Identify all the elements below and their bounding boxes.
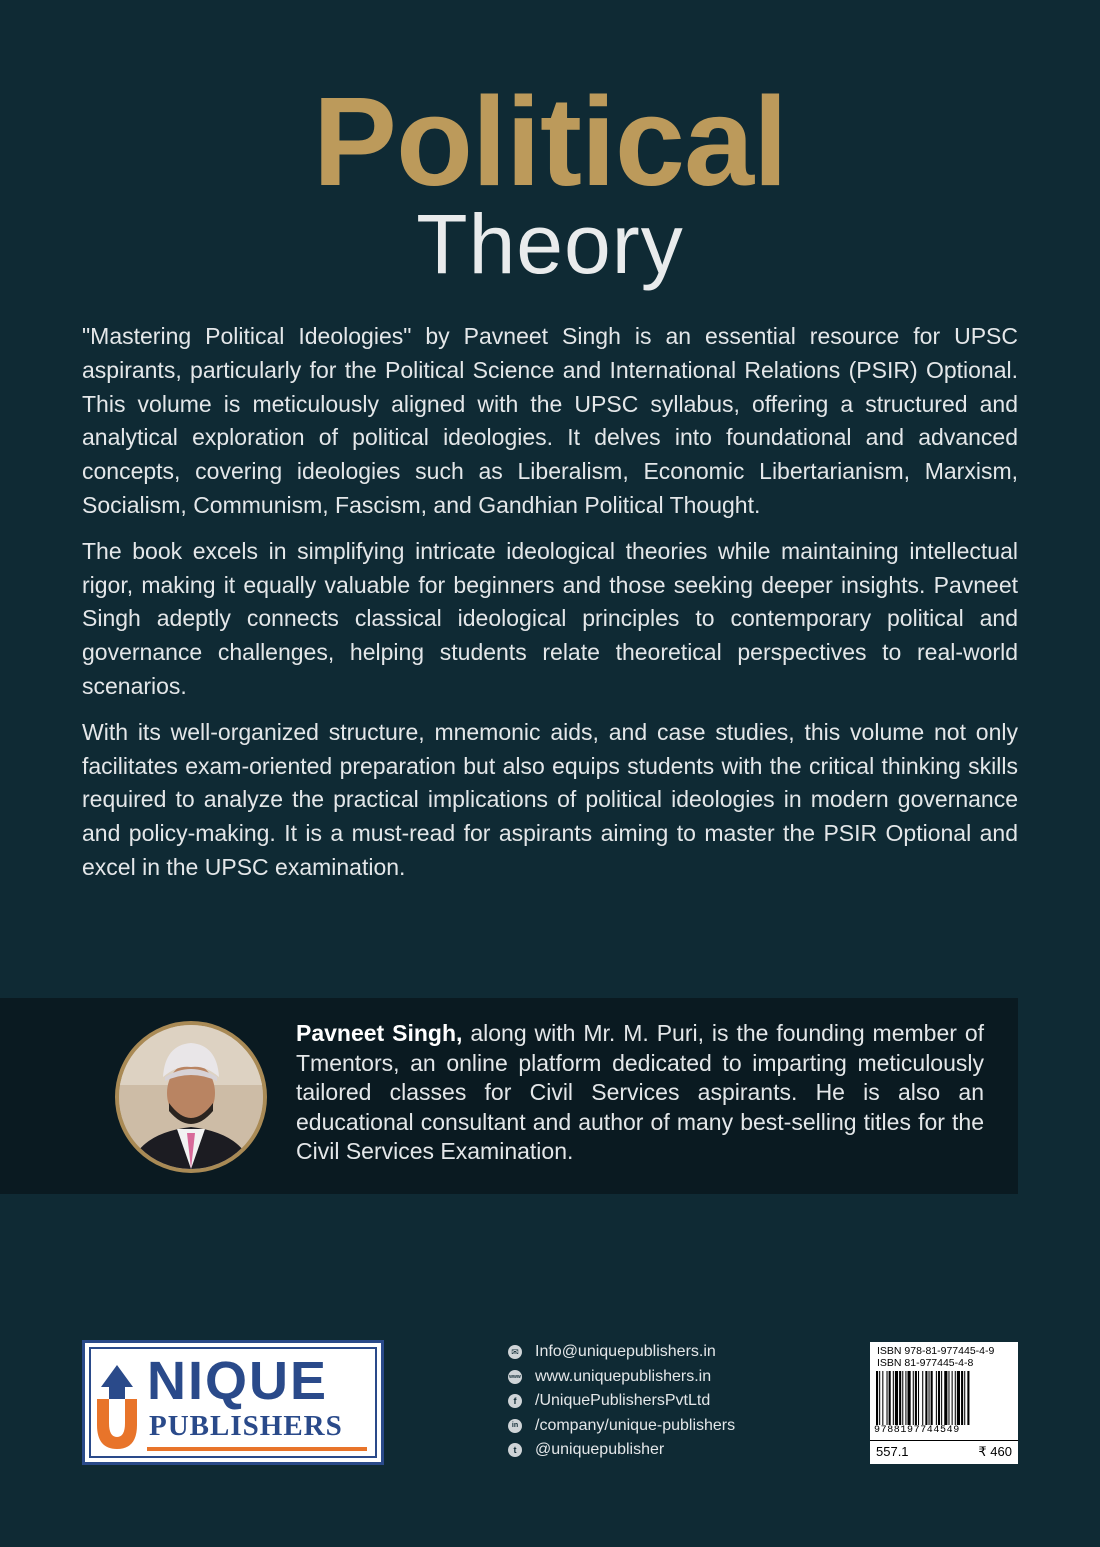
barcode-bar [887,1371,888,1425]
description-paragraph-3: With its well-organized structure, mnemonic aids, and case studies, this volume not only facilitates exam-oriented preparation but also equips students with the critical thinking skills required to analyze the practical implications of political ideologies in modern governance and policy-making. It is a must-read for aspirants aiming to master the PSIR Optional and excel in the UPSC examination. [82,718,1018,880]
contact-linkedin-text: /company/unique-publishers [535,1416,736,1434]
book-description [82,320,1018,897]
linkedin-icon: in [508,1419,522,1433]
contact-email-text: Info@uniquepublishers.in [535,1343,716,1361]
barcode-bar [902,1371,903,1425]
isbn-13: ISBN 978-81-977445-4-9 [877,1345,995,1357]
barcode-bar [938,1371,940,1425]
barcode-bar [913,1371,914,1425]
barcode-bar [876,1371,878,1425]
title-theory: Theory [416,197,684,291]
classification-number: 557.1 [876,1444,909,1459]
barcode-bar [882,1371,883,1425]
barcode-bar [964,1371,965,1425]
email-icon: ✉ [508,1345,522,1359]
barcode-bar [936,1371,937,1425]
barcode-bar [905,1371,906,1425]
barcode-bar [922,1371,923,1425]
contact-website[interactable] [508,1365,828,1390]
barcode-bar [952,1371,953,1425]
isbn-barcode [870,1342,1018,1464]
barcode-bars-icon [874,1371,1014,1425]
contact-linkedin[interactable] [508,1414,828,1439]
author-bio [296,1019,984,1167]
logo-word-unique: NIQUE [147,1351,329,1411]
barcode-bar [957,1371,960,1425]
contact-website-text: www.uniquepublishers.in [535,1367,712,1385]
author-bio-text: along with Mr. M. Puri, is the founding member of Tmentors, an online platform dedicated to imparting meticulously tailored classes for Civil Services aspirants. He is also an educational consultant and author of many best-selling titles for the Civil Services Examination. [296,1020,985,1164]
barcode-bar [915,1371,917,1425]
barcode-bar [941,1371,942,1425]
contact-list [508,1340,828,1463]
contact-facebook[interactable] [508,1389,828,1414]
publisher-logo [82,1340,384,1465]
barcode-bar [899,1371,901,1425]
title-political: Political [312,71,788,212]
description-paragraph-2: The book excels in simplifying intricate ideological theories while maintaining intellectual rigor, making it equally valuable for beginners and those seeking deeper insights. Pavneet Singh adeptly connects classical ideological principles to contemporary political and governance challenges, helping students relate theoretical perspectives to real-world scenarios. [82,537,1018,699]
price-row [870,1440,1018,1463]
barcode-digits: 9788197744549 [874,1425,960,1436]
contact-facebook-text: /UniquePublishersPvtLtd [535,1392,711,1410]
facebook-icon: f [508,1394,522,1408]
twitter-icon: t [508,1443,522,1457]
barcode-bar [918,1371,919,1425]
barcode-bar [893,1371,894,1425]
price: ₹ 460 [978,1444,1012,1459]
barcode-bar [944,1371,947,1425]
barcode-bar [955,1371,956,1425]
author-photo [115,1021,267,1173]
barcode-bar [961,1371,963,1425]
barcode-bar [889,1371,891,1425]
barcode-bar [948,1371,949,1425]
barcode-bar [967,1371,969,1425]
barcode-bar [931,1371,933,1425]
barcode-bar [925,1371,927,1425]
isbn-10: ISBN 81-977445-4-8 [877,1357,974,1369]
barcode-bar [879,1371,880,1425]
barcode-bar [929,1371,930,1425]
description-paragraph-1: "Mastering Political Ideologies" by Pavneet Singh is an essential resource for UPSC aspirants, particularly for the Political Science and International Relations (PSIR) Optional. This volume is meticulously aligned with the UPSC syllabus, offering a structured and analytical exploration of political ideologies. It delves into foundational and advanced concepts, covering ideologies such as Liberalism, Economic Libertarianism, Marxism, Socialism, Communism, Fascism, and Gandhian Political Thought. [82,323,1018,518]
author-portrait-icon [119,1025,263,1169]
barcode-bar [908,1371,911,1425]
author-name: Pavneet Singh, [296,1020,463,1046]
contact-twitter[interactable] [508,1438,828,1463]
contact-email[interactable] [508,1340,828,1365]
barcode-bar [895,1371,898,1425]
contact-twitter-text: @uniquepublisher [535,1441,665,1459]
logo-word-publishers: PUBLISHERS [149,1410,343,1442]
globe-icon: www [508,1370,522,1384]
